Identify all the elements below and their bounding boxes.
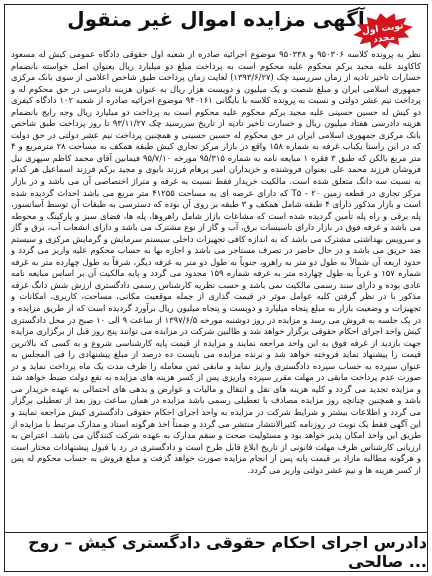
edition-badge — [351, 9, 415, 53]
notice-header — [5, 5, 427, 49]
signature-line: دادرس اجرای احکام حقوقی دادگستری کیش – روح ... صالحی — [28, 533, 427, 571]
notice-body: نظر به پرونده کلاسه ۹۵۰۳۰۶ و ۹۵۰۳۳۸ موضوع اجرائیه صادره از شعبه اول حقوقی دادگاه عمومی کیش له مسعود کاکاوند علیه مجید برکم محکوم علیه محکوم است به پرداخت مبلغ دو میلیارد ریال بعنوان اصل خواسته بانضمام خسارات تاخیر تادیه از زمان سررسید چک (۱۳۹۳/۶/۲۷) لغایت زمان پرداخت طبق شاخص اعلامی از سوی بانک مرکزی جمهوری اسلامی ایران و مبلغ شصت و یک میلیون و دویست هزار ریال به عنوان هزینه دادرسی در حق محکوم له و پرداخت نیم عشر دولتی و نسبت به پرونده کلاسه با بایگانی ۹۴۰۱۶۱ موضوع اجرائیه صادره از شعبه ۱۰۲ دادگاه کیفری دو کیش له حسین حسینی علیه مجید برکم محکوم علیه محکوم است به پرداخت دو میلیارد ریال وجه رایج بانضمام هزینه دادرسی هفتاد میلیون ریال و خسارت تاخیر تادیه از تاریخ سررسید چک ۹۳/۱۱/۲۷ تا روز پرداخت طبق شاخص بانک مرکزی جمهوری اسلامی ایران در حق محکوم له حسین حسینی و همچنین پرداخت نیم عشر دولتی در حق دولت که در این راستا یکباب غرفه به شماره ۱۵۸ واقع در بازار مرکز تجاری کیش طبقه همکف به مساحت ۲۸ مترمربع و ۴ متر مربع بالکن که طبق ۳ فقره ۱ مبایعه نامه به شماره ۹۵/۳۱۵ مورخه ۹۵/۷/۱۰ فیمابین آقای محمد کاظم سپهری نیل فروشان فرزند محمد علی بعنوان فروشنده و خریداران امیر پرهام فرزند بابوی و مجید برکم فرزند اسماعیل هر کدام به نسبت سه دانگ متعلق شده است. مالکیت خریدار فقط نسبت به غرفه و متراژ اختصاصی آن می باشد و در بازار مرکز تجاری در قطعه زمین ۲۰ - T۵ که دارای عرصه ای به مساحت ۴۱۲۵۵ متر مربع می باشد احداث گردیده شده است و بازار مذکور دارای ۴ طبقه شامل همکف و ۳ طبقه بر روی آن بوده که دسترسی به طبقات آن توسط آسانسور، پله برقی و راه پله تأمین گردیده شده است که مشاعات بازار شامل راهروها، پله ها، فضای سبز و پارکینگ و محوطه می باشد و غرفه فوق در بازار دارای تاسیسات برق، آب و گاز از نوع مشترک می باشد و دارای انشعاب آب، برق و گاز و سرویس بهداشتی مشترک می باشد که به اندازه کافی تجهیزات داخلی سیستم سرمایش و گرمایش مرکزی و سیستم ضد حریق می باشد و در حال حاضر در تصرف مستاجر می باشد و اجاره بها به حساب محکوم علیه واریز می گردد و حدود اربعه آن شمالاً به طول دو متر به راهرو، جنوباً به طول دو متر به غرفه دیگر، شرقاً به طول چهارده متر به غرفه شماره ۱۵۷ و غرباً به طول چهارده متر به غرفه شماره ۱۵۹ محدود می گردد و پایه مالکیت آن بر اساس مبایعه نامه عادی بوده و دارای سند رسمی مالکیت نمی باشد و حسب نظریه کارشناس رسمی دادگستری ارزش شش دانگ غرفه مذکور با در نظر گرفتن کلیه عوامل موثر در قیمت گذاری از جمله موقعیت مکانی، مساحت، کاربری، امکانات و تجهیزات و وضعیت بازار به مبلغ پنجاه میلیارد و دویست و پنجاه میلیون ریال برآورد گردیده است که از طریق مزایده و در یک جلسه به فروش می رسد و مزایده در روز دوشنبه مورخه ۱۳۹۷/۶/۵ از ساعت ۹ الی ۱۰ صبح در محل دادگستری کیش واحد اجرای احکام حقوقی برگزار خواهد شد و طالبین شرکت در مزایده می توانند پنج روز قبل از برگزاری مزایده جهت بازدید از غرفه فوق به این واحد مراجعه نمایند و مزایده از قیمت پایه کارشناسی شروع و به کسی که بالاترین قیمت را پیشنهاد نماید فروخته خواهد شد و برنده مزایده می بایست ده درصد از مبلغ پیشنهادی را فی المجلس به عنوان سپرده به حساب سپرده دادگستری واریز نماید و مابقی ثمن معامله را ظرف مدت یک ماه پرداخت نماید و در صورت عدم پرداخت مابقی در مهلت مقرر سپرده واریزی پس از کسر هزینه های مزایده به نفع دولت ضبط خواهد شد و مزایده تجدید می گردد و کلیه هزینه های نقل و انتقال و مالیات و عوارض و بدهی های احتمالی به عهده خریدار می باشد و همچنین چنانچه روز مزایده مصادف با تعطیلی رسمی باشد مزایده در همان ساعت روز بعد از تعطیلی برگزار می گردد و اطلاعات بیشتر و شرایط شرکت در مزایده به واحد اجرای احکام حقوقی دادگستری کیش مراجعه نمایند و این آگهی فقط یک نوبت در روزنامه کثیرالانتشار منتشر می گردد و ضمناً اخذ هرگونه اسناد و مدارک مرتبط با مزایده از طریق این واحد امکان پذیر خواهد بود و مسئولیت صحت و سقم مدارک به عهده شرکت کنندگان می باشد. اعتراض به ارزیابی کارشناس ظرف مهلت قانونی از تاریخ ابلاغ قابل طرح است و دادگستری در رد یا قبول پیشنهادات مختار است و هرگونه مطالبه مازاد بر قیمت پایه پس از انجام مزایده صورت خواهد گرفت و مبلغ فروش به حساب محکوم له پس از کسر هزینه ها و نیم عشر دولتی واریز می گردد. — [11, 49, 421, 475]
auction-notice — [4, 4, 428, 572]
edition-badge-label: نوبت اول مجدد — [361, 21, 404, 46]
notice-footer — [5, 532, 427, 571]
notice-title: آگهی مزایده اموال غیر منقول — [67, 7, 365, 31]
